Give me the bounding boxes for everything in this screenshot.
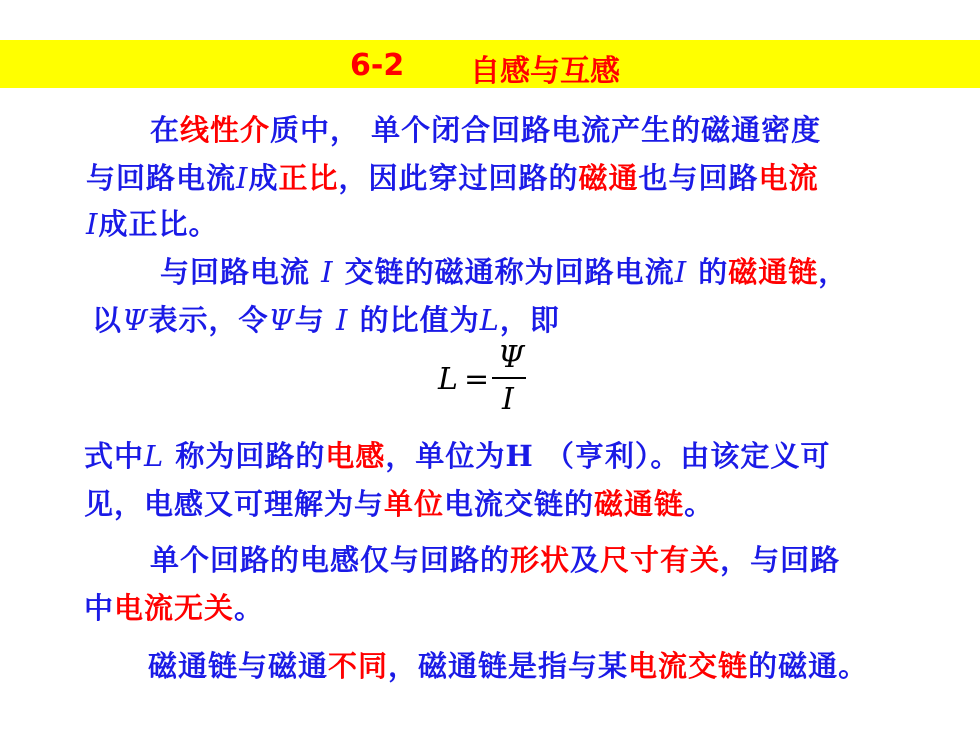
p1-line-1: 在线性介质中， 单个闭合回路电流产生的磁通密度 — [150, 113, 822, 147]
p4-line-2: 中电流无关。 — [84, 591, 265, 625]
p2-line-2: 以Ψ表示，令Ψ与 I 的比值为L，即 — [92, 303, 560, 337]
section-number: 6-2 — [350, 48, 405, 83]
p5-line-1: 磁通链与磁通不同，磁通链是指与某电流交链的磁通。 — [148, 649, 869, 683]
formula-lhs: L — [438, 362, 458, 397]
formula-equals: = — [464, 362, 490, 397]
fraction-bar — [492, 377, 526, 379]
p1-line-3: I成正比。 — [86, 207, 219, 241]
p3-line-1: 式中L 称为回路的电感，单位为H （亨利）。由该定义可 — [84, 439, 831, 473]
p3-line-2: 见，电感又可理解为与单位电流交链的磁通链。 — [84, 487, 715, 521]
p4-line-1: 单个回路的电感仅与回路的形状及尺寸有关，与回路 — [150, 543, 841, 577]
formula-denominator: I — [502, 382, 514, 417]
p1-line-2: 与回路电流I成正比，因此穿过回路的磁通也与回路电流 — [86, 161, 819, 195]
section-title: 自感与互感 — [470, 54, 620, 89]
formula-numerator: Ψ — [498, 340, 525, 375]
p2-line-1: 与回路电流 I 交链的磁通称为回路电流I 的磁通链， — [160, 255, 849, 289]
